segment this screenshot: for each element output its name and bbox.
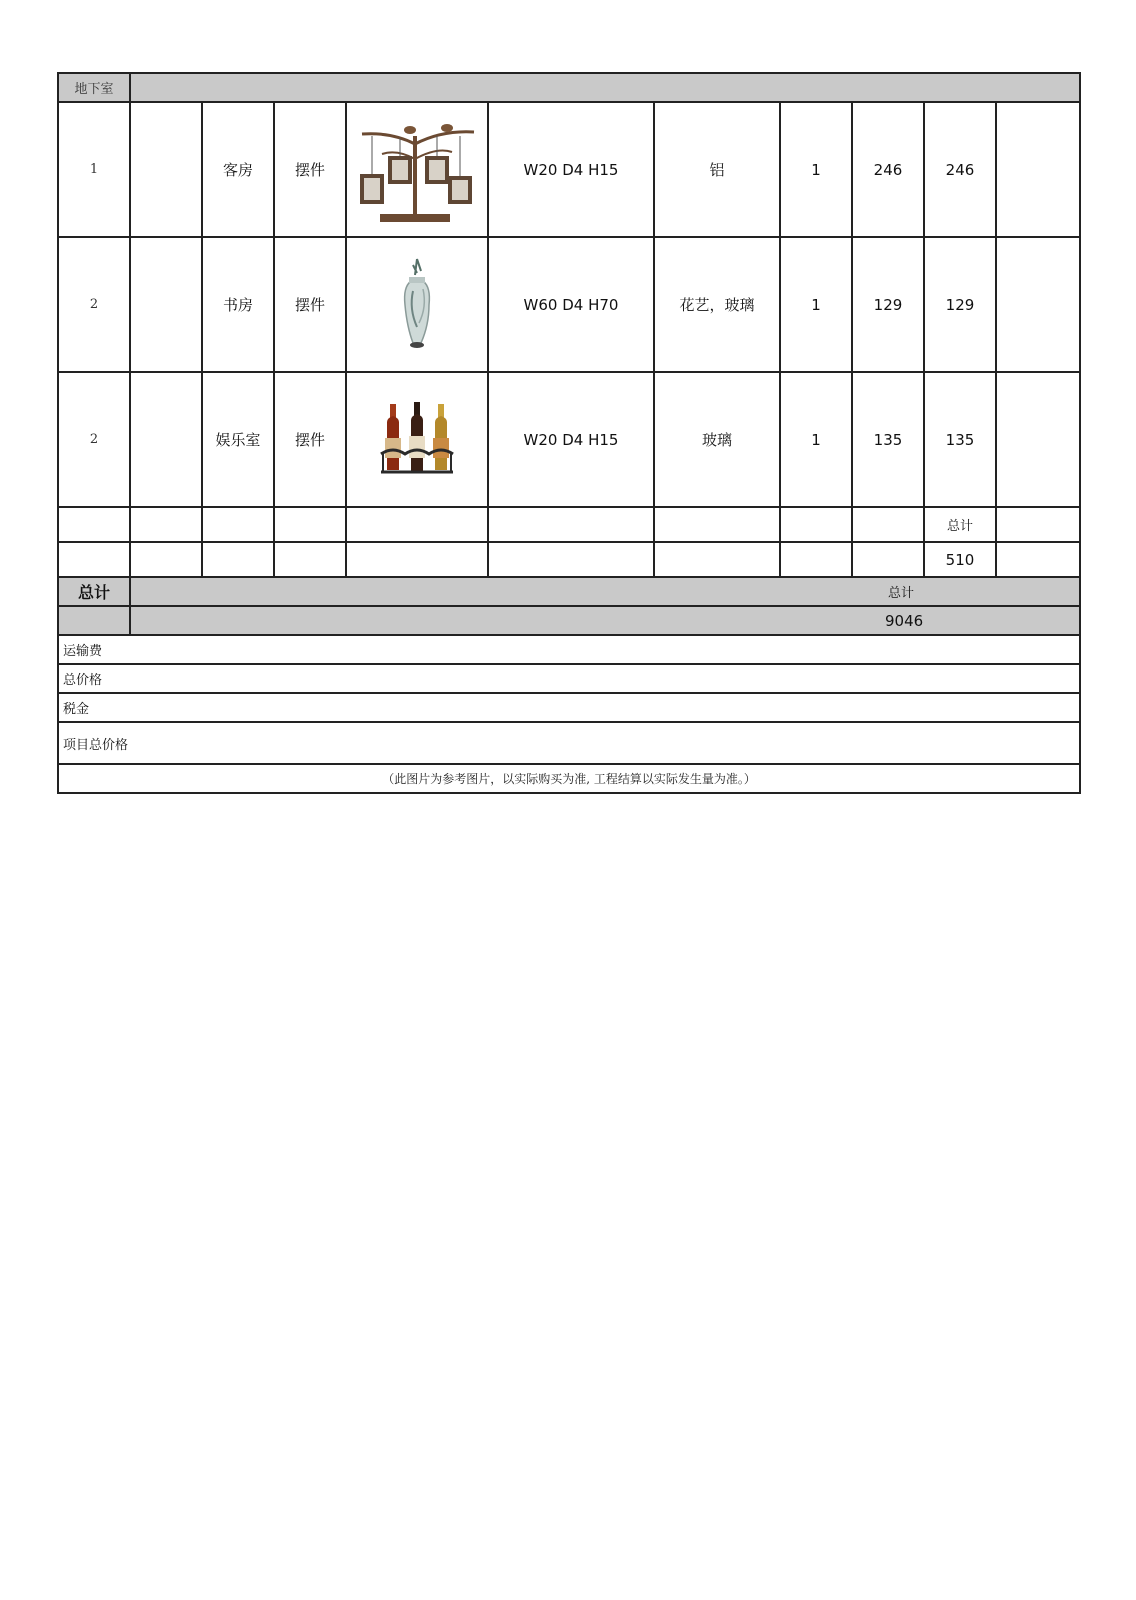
quantity-cell: 1 (780, 372, 852, 507)
room-cell: 客房 (202, 102, 274, 237)
subtotal-label: 总计 (924, 507, 996, 542)
empty-cell (996, 102, 1080, 237)
size-cell: W60 D4 H70 (488, 237, 654, 372)
quantity-cell: 1 (780, 102, 852, 237)
project-total-row (58, 722, 1080, 764)
category-cell: 摆件 (274, 102, 346, 237)
grand-total-value: 9046 (130, 606, 1080, 635)
table-row (58, 237, 1080, 372)
glass-vase-icon (387, 257, 447, 352)
total-price-label: 总价格 (58, 664, 1080, 693)
row-number: 1 (58, 102, 130, 237)
quotation-table (57, 72, 1081, 794)
row-number: 2 (58, 237, 130, 372)
subtotal-value: 510 (924, 542, 996, 577)
table-row (58, 372, 1080, 507)
grand-total-right-label: 总计 (130, 577, 1080, 606)
tax-row (58, 693, 1080, 722)
line-total-cell: 129 (924, 237, 996, 372)
product-image-cell (346, 102, 488, 237)
room-cell: 书房 (202, 237, 274, 372)
empty-cell (130, 102, 202, 237)
table-row (58, 102, 1080, 237)
size-cell: W20 D4 H15 (488, 372, 654, 507)
category-cell: 摆件 (274, 237, 346, 372)
line-total-cell: 246 (924, 102, 996, 237)
unit-price-cell: 135 (852, 372, 924, 507)
unit-price-cell: 246 (852, 102, 924, 237)
unit-price-cell: 129 (852, 237, 924, 372)
material-cell: 铝 (654, 102, 780, 237)
quantity-cell: 1 (780, 237, 852, 372)
empty-cell (130, 237, 202, 372)
grand-total-value-row (58, 606, 1080, 635)
grand-total-empty (58, 606, 130, 635)
photo-frame-tree-icon (352, 114, 482, 226)
section-header-row (58, 73, 1080, 102)
product-image-cell (346, 237, 488, 372)
wine-bottles-icon (377, 402, 457, 477)
empty-cell (996, 372, 1080, 507)
section-label: 地下室 (58, 73, 130, 102)
shipping-label: 运输费 (58, 635, 1080, 664)
shipping-row (58, 635, 1080, 664)
section-header-fill (130, 73, 1080, 102)
category-cell: 摆件 (274, 372, 346, 507)
size-cell: W20 D4 H15 (488, 102, 654, 237)
tax-label: 税金 (58, 693, 1080, 722)
product-image-cell (346, 372, 488, 507)
grand-total-label-row (58, 577, 1080, 606)
subtotal-value-row (58, 542, 1080, 577)
grand-total-label: 总计 (58, 577, 130, 606)
material-cell: 玻璃 (654, 372, 780, 507)
project-total-label: 项目总价格 (58, 722, 1080, 764)
room-cell: 娱乐室 (202, 372, 274, 507)
quotation-sheet (57, 72, 1079, 794)
total-price-row (58, 664, 1080, 693)
line-total-cell: 135 (924, 372, 996, 507)
material-cell: 花艺，玻璃 (654, 237, 780, 372)
empty-cell (996, 237, 1080, 372)
empty-cell (130, 372, 202, 507)
reference-note: （此图片为参考图片，以实际购买为准, 工程结算以实际发生量为准。） (58, 764, 1080, 793)
row-number: 2 (58, 372, 130, 507)
note-row (58, 764, 1080, 793)
subtotal-label-row (58, 507, 1080, 542)
